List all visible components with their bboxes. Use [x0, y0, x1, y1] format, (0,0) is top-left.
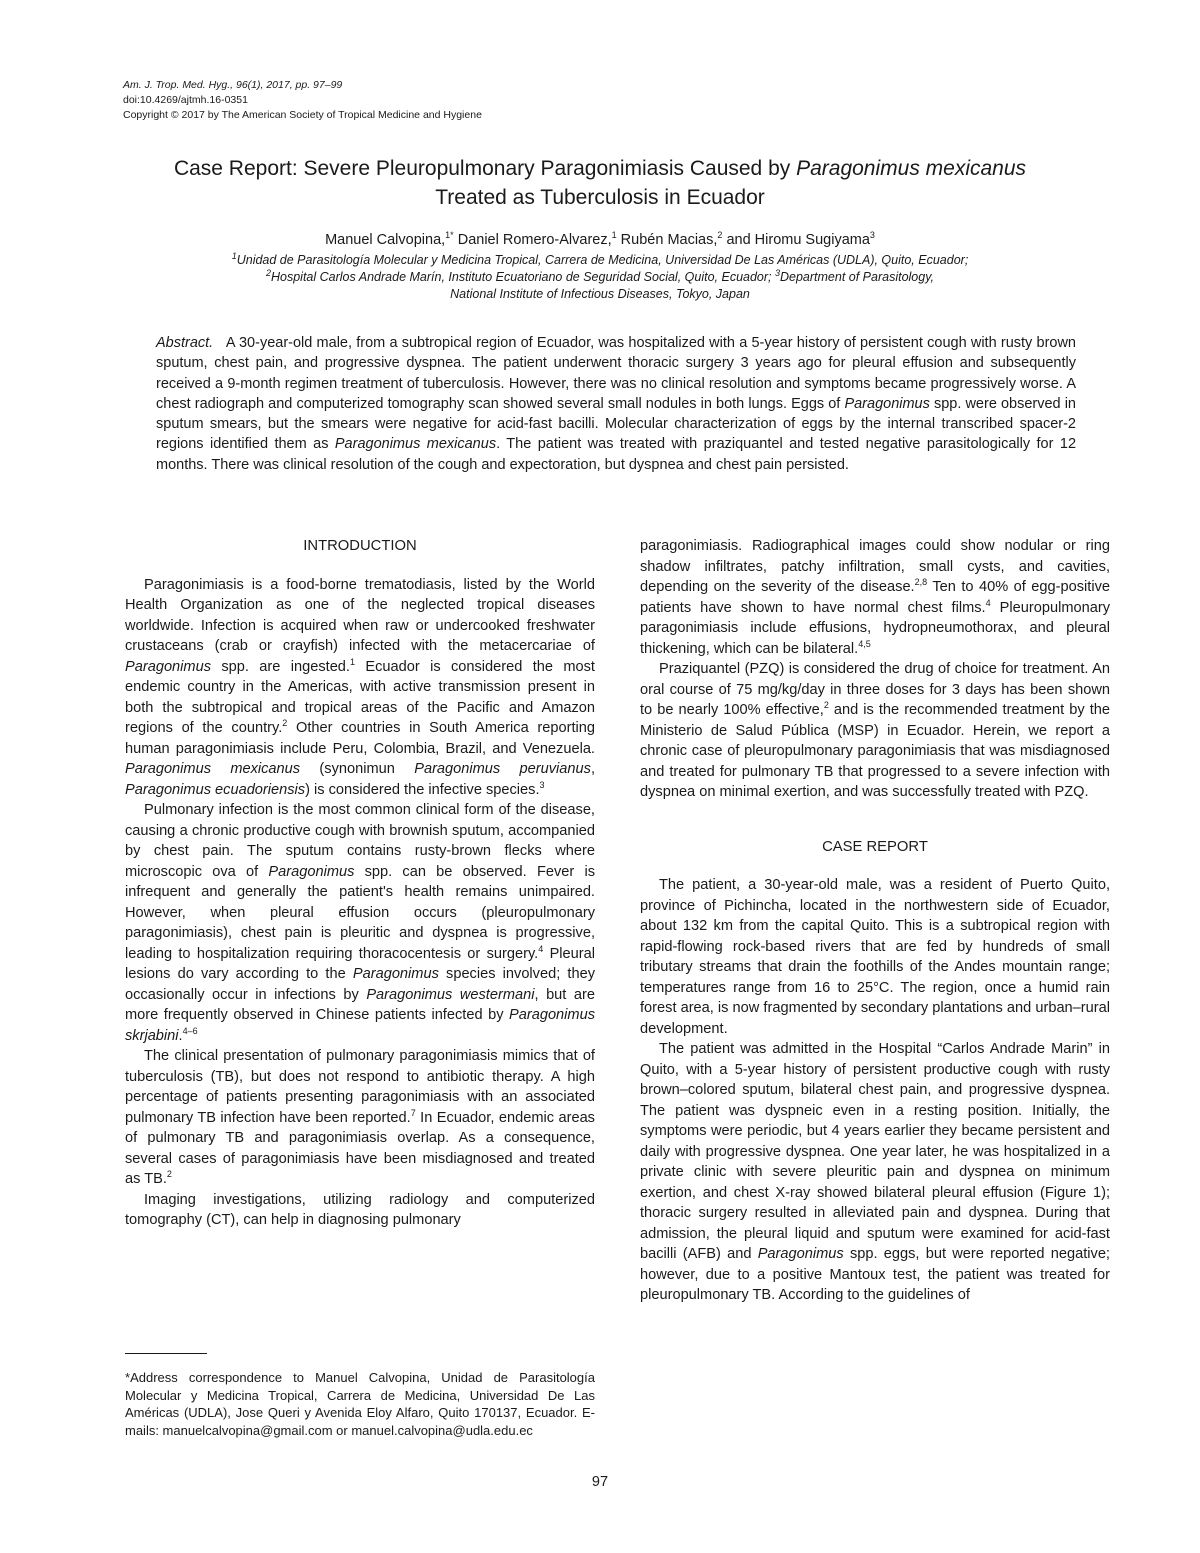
doi: doi:10.4269/ajtmh.16-0351: [123, 94, 248, 106]
intro-paragraph: Pulmonary infection is the most common clinical form of the disease, causing a chronic productive cough with brownish sputum, accompanied by chest pain. The sputum contains rusty-brown flecks where microscopic ova of Paragonimus spp. can be observed. Fever is infrequent and generally the patient's health remains unimpaired. However, when pleural effusion occurs (pleuropulmonary paragonimiasis), chest pain is pleuritic and dyspnea is progressive, leading to hospitalization requiring thoracocentesis or surgery.$^4$ Pleural lesions do vary according to the Paragonimus species involved; they occasionally occur in infections by Paragonimus westermani, but are more frequently observed in Chinese patients infected by Paragonimus skrjabini.$^{4-6}$: [125, 802, 596, 1044]
section-heading-case-report: CASE REPORT: [822, 838, 928, 855]
intro-paragraph: Praziquantel (PZQ) is considered the drug of choice for treatment. An oral course of 75 mg/kg/day in three doses for 3 days has been shown to be nearly 100% effective,$^2$ and is the recommended treatment by the Ministerio de Salud Pública (MSP) in Ecuador. Herein, we report a chronic case of pleuropulmonary paragonimiasis that was misdiagnosed and treated for pulmonary TB that progressed to a severe infection with dyspnea on minimal exertion, and was successfully treated with PZQ.: [640, 661, 1110, 800]
left-column: [125, 536, 595, 1231]
abstract: Abstract. A 30-year-old male, from a subtropical region of Ecuador, was hospitalized with a 5-year history of persistent cough with rusty brown sputum, chest pain, and progressive dyspnea. The patient underwent thoracic surgery 3 years ago for pleural effusion and subsequently received a 9-month regimen treatment of tuberculosis. However, there was no clinical resolution and symptoms became progressively worse. A chest radiograph and computerized tomography scan showed several small nodules in both lungs. Eggs of Paragonimus spp. were observed in sputum smears, but the smears were negative for acid-fast bacilli. Molecular characterization of eggs by the internal transcribed spacer-2 regions identified them as Paragonimus mexicanus. The patient was treated with praziquantel and tested negative parasitologically for 12 months. There was clinical resolution of the cough and expectoration, but dyspnea and chest pain persisted.: [156, 335, 1077, 473]
journal-citation: Am. J. Trop. Med. Hyg., 96(1), 2017, pp. 97–99: [123, 79, 343, 91]
right-column: [640, 536, 1110, 1306]
intro-paragraph: Paragonimiasis is a food-borne trematodiasis, listed by the World Health Organization as one of the neglected tropical diseases worldwide. Infection is acquired when raw or undercooked freshwater crustaceans (crab or crayfish) infected with the metacercariae of Paragonimus spp. are ingested.$^1$ Ecuador is considered the most endemic country in the Americas, with active transmission present in both the subtropical and tropical areas of the Pacific and Amazon regions of the country.$^2$ Other countries in South America reporting human paragonimiasis include Peru, Colombia, Brazil, and Venezuela. Paragonimus mexicanus (synonimun Paragonimus peruvianus, Paragonimus ecuadoriensis) is considered the infective species.$^3$: [125, 576, 596, 798]
footnote-divider: [125, 1353, 207, 1354]
page-number: 97: [591, 1474, 609, 1490]
journal-header: [123, 78, 482, 123]
case-paragraph: The patient was admitted in the Hospital “Carlos Andrade Marin” in Quito, with a 5-year history of persistent productive cough with rusty brown–colored sputum, bilateral chest pain, and progressive dyspnea. The patient was dyspneic even in a resting position. Initially, the symptoms were periodic, but 4 years earlier they became persistent and daily with progressive dyspnea. One year later, he was hospitalized in a private clinic with severe pleuritic pain and dyspnea on minimum exertion, and chest X-ray showed bilateral pleural effusion (Figure 1); thoracic surgery resulted in alleviated pain and dyspnea. During that admission, the pleural liquid and sputum were examined for acid-fast bacilli (AFB) and Paragonimus spp. eggs, but were reported negative; however, due to a positive Mantoux test, the patient was treated for pleuropulmonary TB. According to the guidelines of: [640, 1041, 1110, 1303]
paper-title: Case Report: Severe Pleuropulmonary Paragonimiasis Caused by Paragonimus mexicanus Treated as Tuberculosis in Ecuador: [173, 157, 1027, 209]
affiliations: $^1$Unidad de Parasitología Molecular y Medicina Tropical, Carrera de Medicina, Universidad De Las Américas (UDLA), Quito, Ecuador; $^2$Hospital Carlos Andrade Marín, Instituto Ecuatoriano de Seguridad Social, Quito, Ecuador; $^3$Department of Parasitology, National Institute of Infectious Diseases, Tokyo, Japan: [231, 250, 969, 301]
correspondence-footnote: *Address correspondence to Manuel Calvopina, Unidad de Parasitología Molecular y Medicina Tropical, Carrera de Medicina, Universidad De Las Américas (UDLA), Jose Queri y Avenida Eloy Alfaro, Quito 170137, Ecuador. E-mails: manuelcalvopina@gmail.com or manuel.calvopina@udla.edu.ec: [125, 1370, 595, 1439]
intro-paragraph: The clinical presentation of pulmonary paragonimiasis mimics that of tuberculosis (TB), but does not respond to antibiotic therapy. A high percentage of patients presenting paragonimiasis with an associated pulmonary TB infection have been reported.$^7$ In Ecuador, endemic areas of pulmonary TB and paragonimiasis overlap. As a consequence, several cases of paragonimiasis have been misdiagnosed and treated as TB.$^2$: [125, 1048, 595, 1187]
section-heading-introduction: INTRODUCTION: [303, 538, 417, 554]
abstract-label: Abstract.: [156, 335, 214, 351]
author-list: Manuel Calvopina,$^{1*}$ Daniel Romero-Alvarez,$^1$ Rubén Macias,$^2$ and Hiromu Sugiyama$^3$: [325, 230, 875, 248]
intro-paragraph: Imaging investigations, utilizing radiology and computerized tomography (CT), can help in diagnosing pulmonary: [125, 1191, 595, 1228]
copyright: Copyright © 2017 by The American Society of Tropical Medicine and Hygiene: [123, 109, 482, 121]
intro-paragraph-continued: paragonimiasis. Radiographical images could show nodular or ring shadow infiltrates, patchy infiltration, small cysts, and cavities, depending on the severity of the disease.$^{2,8}$ Ten to 40% of egg-positive patients have shown to have normal chest films.$^4$ Pleuropulmonary paragonimiasis include effusions, hydropneumothorax, and pleural thickening, which can be bilateral.$^{4,5}$: [640, 538, 1111, 657]
case-paragraph: The patient, a 30-year-old male, was a resident of Puerto Quito, province of Pichincha, located in the northwestern side of Ecuador, about 132 km from the capital Quito. This is a subtropical region with rapid-flowing rock-based rivers that are fed by hundreds of small tributary streams that drain the foothills of the Andes mountain range; temperatures range from 16 to 25°C. The region, once a humid rain forest area, is now fragmented by secondary plantations and urban–rural development.: [640, 877, 1110, 1037]
